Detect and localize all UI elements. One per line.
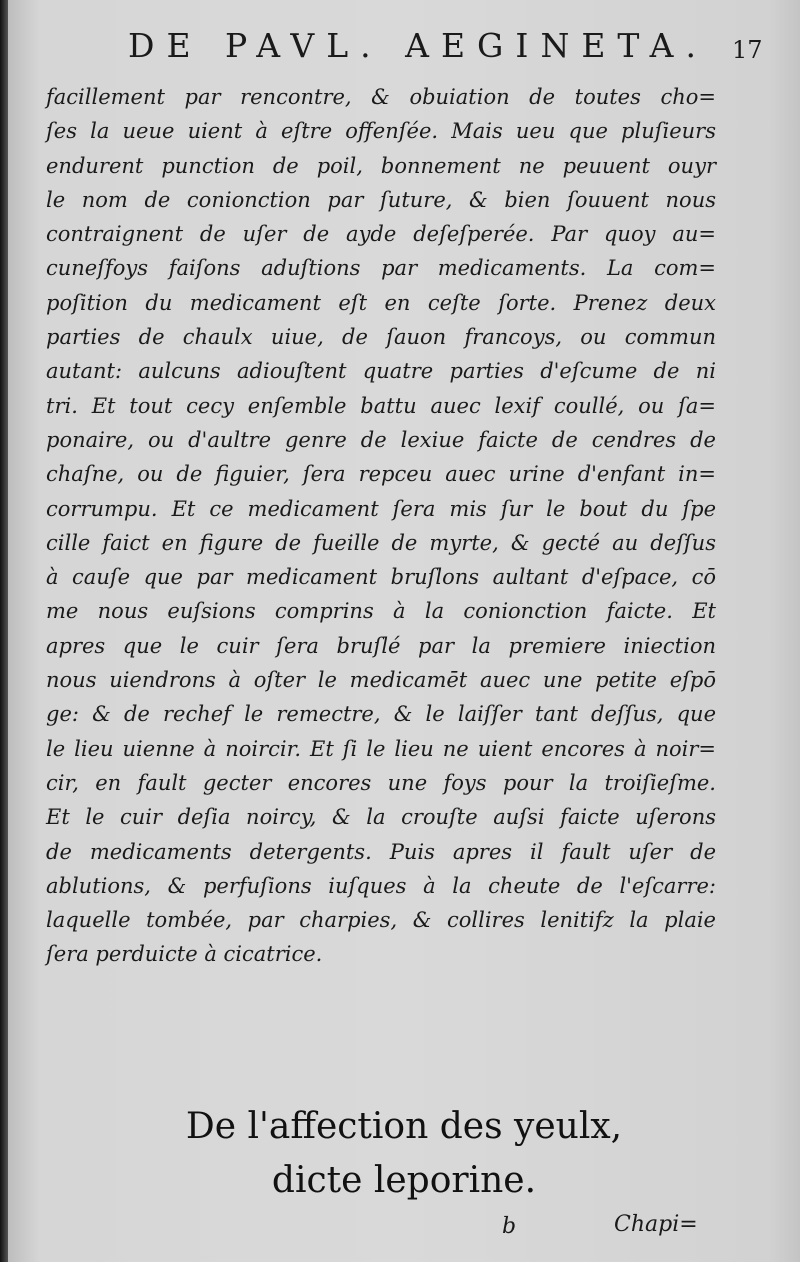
body-text xyxy=(46,80,716,972)
text-line: Et le cuir deſia noircy, & la crouſte auſsi faicte uſerons xyxy=(46,805,716,830)
text-line: parties de chaulx uiue, de ſauon francoys, ou commun xyxy=(46,325,716,350)
text-line: endurent punction de poil, bonnement ne peuuent ouyr xyxy=(46,153,716,178)
text-line: nous uiendrons à oſter le medicamēt auec une petite eſpō xyxy=(46,668,716,693)
text-line: ponaire, ou d'aultre genre de lexiue faicte de cendres de xyxy=(46,427,716,452)
text-line: poſition du medicament eſt en ceſte ſorte. Prenez deux xyxy=(46,290,716,315)
text-line: chaſne, ou de figuier, ſera repceu auec urine d'enfant in= xyxy=(46,462,716,487)
signature-mark: b xyxy=(502,1214,517,1239)
text-line: ge: & de rechef le remectre, & le laiſſer tant deſſus, que xyxy=(46,702,716,727)
text-line: de medicaments detergents. Puis apres il fault uſer de xyxy=(46,839,716,864)
text-line: cille faict en figure de fueille de myrte, & gecté au deſſus xyxy=(46,530,716,555)
section-title-line-1: De l'affection des yeulx, xyxy=(185,1106,623,1147)
text-line: cuneſfoys faiſons aduſtions par medicaments. La com= xyxy=(46,256,716,281)
text-line: le nom de conionction par ſuture, & bien ſouuent nous xyxy=(46,187,716,212)
text-line: autant: aulcuns adiouſtent quatre parties d'eſcume de ni xyxy=(46,359,716,384)
text-line: facillement par rencontre, & obuiation de toutes cho= xyxy=(46,85,716,109)
text-line: le lieu uienne à noircir. Et ſi le lieu ne uient encores à noir= xyxy=(46,736,716,761)
text-line: ſera perduicte à cicatrice. xyxy=(46,942,323,967)
text-line: ablutions, & perfuſions iuſques à la cheute de l'eſcarre: xyxy=(46,873,716,898)
text-line: me nous euſsions comprins à la conionction faicte. Et xyxy=(46,599,716,624)
text-line: contraignent de uſer de ayde deſeſperée. Par quoy au= xyxy=(46,222,716,247)
text-line: corrumpu. Et ce medicament ſera mis ſur le bout du ſpe xyxy=(46,496,716,521)
book-page xyxy=(8,0,800,1262)
page-number: 17 xyxy=(732,36,763,64)
text-line: cir, en fault gecter encores une foys pour la troiſieſme. xyxy=(46,770,716,795)
page-edge-shadow xyxy=(0,0,8,1262)
text-line: laquelle tombée, par charpies, & collires lenitifz la plaie xyxy=(46,908,716,933)
section-title-line-2: dicte leporine. xyxy=(271,1160,537,1201)
text-line: à cauſe que par medicament bruſlons aultant d'eſpace, cō xyxy=(46,565,716,590)
running-head: DE PAVL. AEGINETA. xyxy=(128,26,708,65)
catchword: Chapi= xyxy=(614,1212,698,1237)
text-line: ſes la ueue uient à eſtre offenſée. Mais ueu que pluſieurs xyxy=(46,119,716,144)
text-line: apres que le cuir ſera bruſlé par la premiere iniection xyxy=(46,633,716,658)
text-line: tri. Et tout cecy enſemble battu auec lexif coullé, ou ſa= xyxy=(46,393,716,418)
